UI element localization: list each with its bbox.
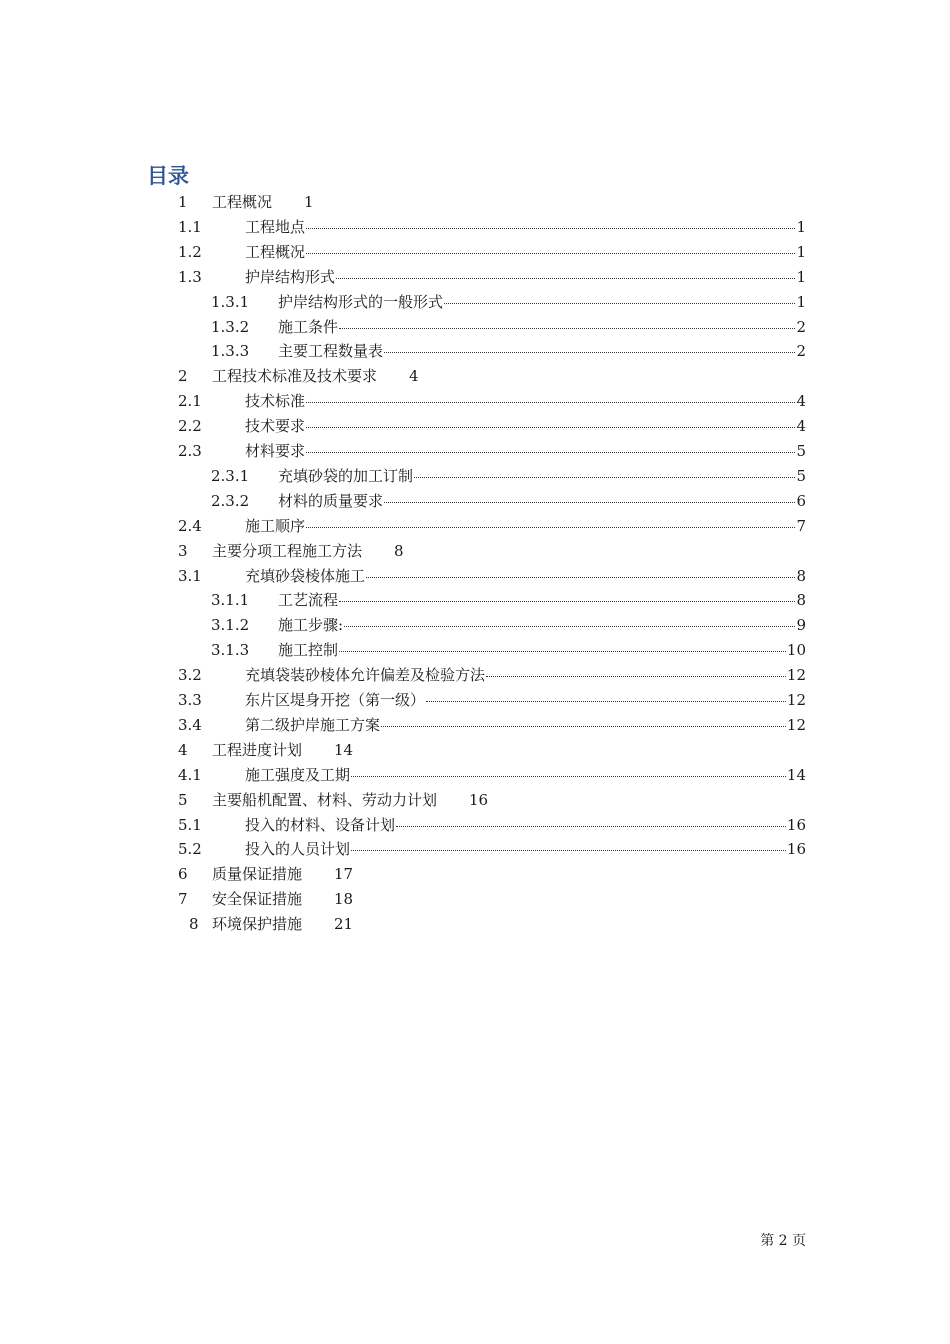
dot-leader — [486, 676, 786, 677]
toc-entry-page: 9 — [796, 616, 806, 635]
toc-entry-number: 1.3.1 — [211, 292, 250, 311]
page-number: 第 2 页 — [760, 1233, 806, 1249]
toc-entry-number: 8 — [189, 915, 199, 934]
toc-entry-page: 7 — [796, 516, 806, 535]
toc-entry-title: 工程地点 — [245, 217, 306, 236]
toc-entry-page: 1 — [796, 292, 806, 311]
toc-entry-number: 3.1 — [178, 566, 202, 585]
toc-entry-title: 技术要求 — [245, 417, 306, 436]
dot-leader — [306, 228, 795, 229]
toc-entry-number: 3.1.3 — [211, 641, 250, 660]
toc-entry[interactable] — [211, 638, 806, 663]
toc-entry-title: 东片区堤身开挖（第一级） — [245, 691, 426, 709]
toc-entry-number: 1.3.2 — [211, 317, 250, 336]
toc-entry-number: 5.2 — [178, 840, 202, 859]
toc-entry[interactable] — [178, 763, 806, 788]
toc-entry-number: 5.1 — [178, 815, 202, 834]
toc-entry-title: 施工强度及工期 — [245, 765, 351, 784]
toc-entry-title: 主要工程数量表 — [278, 342, 384, 361]
toc-entry-number: 4.1 — [178, 765, 202, 784]
toc-entry[interactable] — [178, 215, 806, 240]
toc-entry-page: 1 — [796, 217, 806, 236]
dot-leader — [426, 701, 786, 702]
toc-entry-number: 4 — [178, 740, 188, 759]
toc-entry[interactable] — [178, 688, 806, 713]
toc-entry-title: 工程进度计划 — [212, 740, 303, 759]
toc-entry-number: 1.1 — [178, 217, 202, 236]
toc-entry-title: 施工控制 — [278, 641, 339, 660]
toc-entry-title: 工程技术标准及技术要求 — [212, 367, 378, 386]
toc-entry-title: 材料的质量要求 — [278, 491, 384, 510]
toc-entry-number: 2.3.1 — [211, 466, 250, 485]
toc-entry[interactable] — [178, 439, 806, 464]
dot-leader — [396, 826, 786, 827]
toc-entry-title: 施工步骤: — [278, 616, 344, 635]
dot-leader — [306, 452, 795, 453]
toc-entry-number: 1.2 — [178, 242, 202, 261]
toc-entry[interactable] — [178, 788, 488, 813]
toc-entry-page: 12 — [786, 666, 806, 685]
toc-entry-page: 2 — [796, 317, 806, 336]
toc-entry-page: 6 — [796, 491, 806, 510]
toc-entry-title: 投入的人员计划 — [245, 840, 351, 859]
toc-entry-page: 18 — [334, 890, 354, 909]
toc-entry[interactable] — [211, 464, 806, 489]
toc-entry-page: 8 — [796, 566, 806, 585]
dot-leader — [444, 303, 795, 304]
toc-entry[interactable] — [178, 190, 314, 215]
toc-entry-title: 材料要求 — [245, 442, 306, 460]
toc-entry[interactable] — [178, 862, 353, 887]
toc-entry[interactable] — [178, 813, 806, 838]
toc-entry-page: 1 — [796, 267, 806, 286]
toc-entry-number: 2 — [178, 367, 188, 386]
toc-entry[interactable] — [211, 489, 806, 514]
dot-leader — [351, 850, 786, 851]
dot-leader — [306, 402, 795, 403]
toc-entry-number: 2.3.2 — [211, 491, 250, 510]
dot-leader — [344, 626, 795, 627]
toc-entry-page: 5 — [796, 442, 806, 460]
toc-entry-page: 17 — [334, 865, 354, 884]
dot-leader — [381, 726, 786, 727]
toc-entry[interactable] — [178, 738, 353, 763]
toc-entry-title: 安全保证措施 — [212, 890, 303, 909]
toc-entry-title: 工程概况 — [245, 242, 306, 261]
toc-entry-page: 16 — [786, 815, 806, 834]
toc-entry[interactable] — [211, 315, 806, 340]
toc-entry-number: 1 — [178, 193, 188, 211]
toc-entry[interactable] — [178, 837, 806, 862]
toc-entry[interactable] — [178, 240, 806, 265]
toc-entry[interactable] — [178, 514, 806, 539]
toc-entry[interactable] — [211, 339, 806, 364]
toc-entry-number: 2.2 — [178, 417, 202, 436]
dot-leader — [384, 352, 795, 353]
toc-entry[interactable] — [178, 713, 806, 738]
dot-leader — [351, 776, 786, 777]
toc-entry-number: 6 — [178, 865, 188, 884]
toc-entry-page: 14 — [786, 765, 806, 784]
toc-entry-title: 质量保证措施 — [212, 865, 303, 884]
toc-entry-page: 21 — [334, 915, 354, 934]
toc-entry-page: 8 — [796, 591, 806, 610]
toc-entry-number: 3 — [178, 541, 188, 560]
toc-entry-title: 工程概况 — [212, 193, 273, 211]
dot-leader — [306, 427, 795, 428]
toc-entry-page: 1 — [304, 193, 314, 211]
toc-entry-title: 第二级护岸施工方案 — [245, 715, 381, 734]
toc-entry[interactable] — [211, 613, 806, 638]
toc-entry-number: 3.4 — [178, 715, 202, 734]
toc-entry-title: 施工条件 — [278, 317, 339, 336]
toc-entry[interactable] — [178, 364, 419, 389]
toc-entry-number: 2.4 — [178, 516, 202, 535]
dot-leader — [306, 253, 795, 254]
toc-entry-title: 主要船机配置、材料、劳动力计划 — [212, 790, 438, 809]
toc-entry-number: 3.1.1 — [211, 591, 250, 610]
toc-entry[interactable] — [178, 389, 806, 414]
toc-entry-title: 环境保护措施 — [212, 915, 303, 934]
dot-leader — [384, 502, 795, 503]
dot-leader — [306, 527, 795, 528]
toc-entry[interactable] — [178, 265, 806, 290]
dot-leader — [339, 651, 786, 652]
toc-entry-page: 16 — [786, 840, 806, 859]
toc-entry-title: 护岸结构形式的一般形式 — [278, 292, 444, 311]
toc-entry-number: 3.1.2 — [211, 616, 250, 635]
toc-entry-page: 14 — [334, 740, 354, 759]
toc-entry[interactable] — [178, 539, 404, 564]
toc-entry-number: 2.1 — [178, 392, 202, 411]
toc-entry-title: 工艺流程 — [278, 591, 339, 610]
toc-entry[interactable] — [178, 414, 806, 439]
toc-entry-number: 3.2 — [178, 666, 202, 685]
toc-entry[interactable] — [189, 912, 353, 937]
toc-entry-page: 4 — [796, 417, 806, 436]
toc-entry-number: 1.3 — [178, 267, 202, 286]
toc-entry-title: 技术标准 — [245, 392, 306, 411]
toc-entry[interactable] — [178, 887, 353, 912]
toc-entry[interactable] — [211, 588, 806, 613]
toc-entry-page: 1 — [796, 242, 806, 261]
toc-entry-title: 充填砂袋棱体施工 — [245, 566, 366, 585]
toc-entry-page: 10 — [786, 641, 806, 660]
dot-leader — [339, 601, 795, 602]
toc-entry-title: 施工顺序 — [245, 516, 306, 535]
toc-entry-page: 2 — [796, 342, 806, 361]
toc-entry-title: 充填袋装砂棱体允许偏差及检验方法 — [245, 666, 486, 685]
toc-entry-number: 1.3.3 — [211, 342, 250, 361]
toc-entry-page: 8 — [394, 541, 404, 560]
dot-leader — [366, 577, 795, 578]
toc-entry-number: 5 — [178, 790, 188, 809]
toc-entry-page: 12 — [786, 715, 806, 734]
toc-entry-number: 3.3 — [178, 691, 202, 709]
toc-entry-page: 4 — [796, 392, 806, 411]
toc-entry-number: 2.3 — [178, 442, 202, 460]
dot-leader — [414, 477, 795, 478]
toc-entry-title: 主要分项工程施工方法 — [212, 541, 363, 560]
dot-leader — [336, 278, 795, 279]
toc-entry[interactable] — [178, 564, 806, 589]
toc-entry-page: 5 — [796, 466, 806, 485]
dot-leader — [339, 328, 795, 329]
toc-entry-page: 4 — [409, 367, 419, 386]
toc-entry[interactable] — [211, 290, 806, 315]
toc-entry-page: 12 — [786, 691, 806, 709]
toc-entry-page: 16 — [469, 790, 489, 809]
toc-entry-number: 7 — [178, 890, 188, 909]
toc-entry-title: 护岸结构形式 — [245, 267, 336, 286]
toc-entry[interactable] — [178, 663, 806, 688]
toc-title: 目录 — [147, 164, 189, 188]
toc-entry-title: 投入的材料、设备计划 — [245, 815, 396, 834]
toc-entry-title: 充填砂袋的加工订制 — [278, 466, 414, 485]
